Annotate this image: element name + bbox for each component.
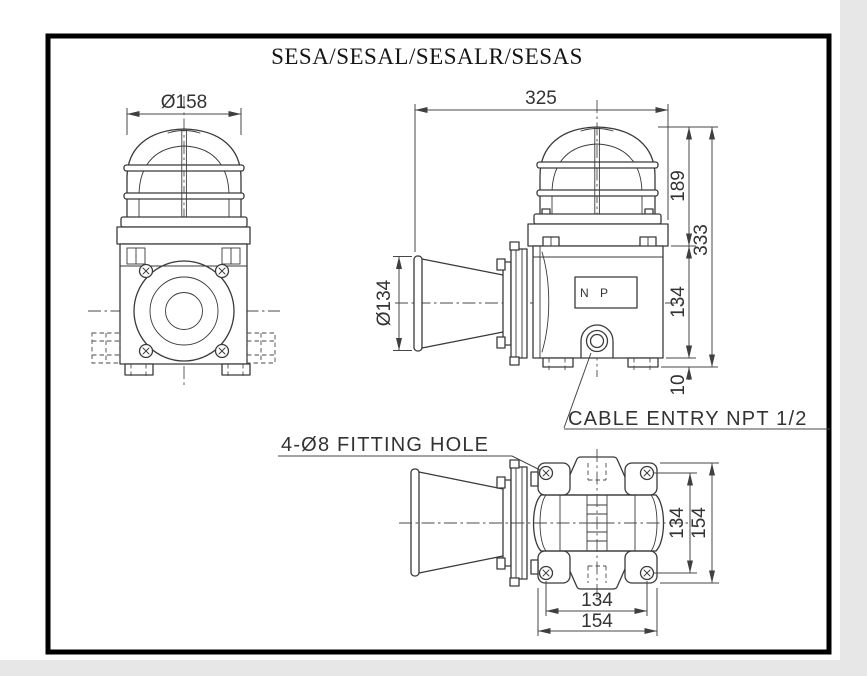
dim-text-154-horizontal: 154 bbox=[581, 611, 613, 632]
dim-text-dia158: Ø158 bbox=[160, 92, 208, 113]
dim-text-325: 325 bbox=[525, 88, 557, 109]
dim-text-134-vertical: 134 bbox=[667, 507, 688, 539]
fitting-hole-label: 4-Ø8 FITTING HOLE bbox=[281, 434, 490, 456]
page-margin-right bbox=[840, 0, 867, 676]
page-margin-bottom bbox=[0, 660, 867, 676]
drawing-title: SESA/SESAL/SESALR/SESAS bbox=[271, 44, 583, 69]
dim-text-134-horizontal: 134 bbox=[581, 590, 613, 611]
dim-text-dia134: Ø134 bbox=[374, 279, 395, 327]
dim-text-10: 10 bbox=[668, 374, 689, 396]
dim-text-189: 189 bbox=[668, 170, 689, 202]
nameplate-text: N P bbox=[579, 286, 613, 300]
dim-text-134-body: 134 bbox=[668, 286, 689, 318]
dim-text-154-vertical: 154 bbox=[689, 507, 710, 539]
cable-entry-label: CABLE ENTRY NPT 1/2 bbox=[568, 408, 808, 430]
dim-text-333: 333 bbox=[691, 224, 712, 256]
